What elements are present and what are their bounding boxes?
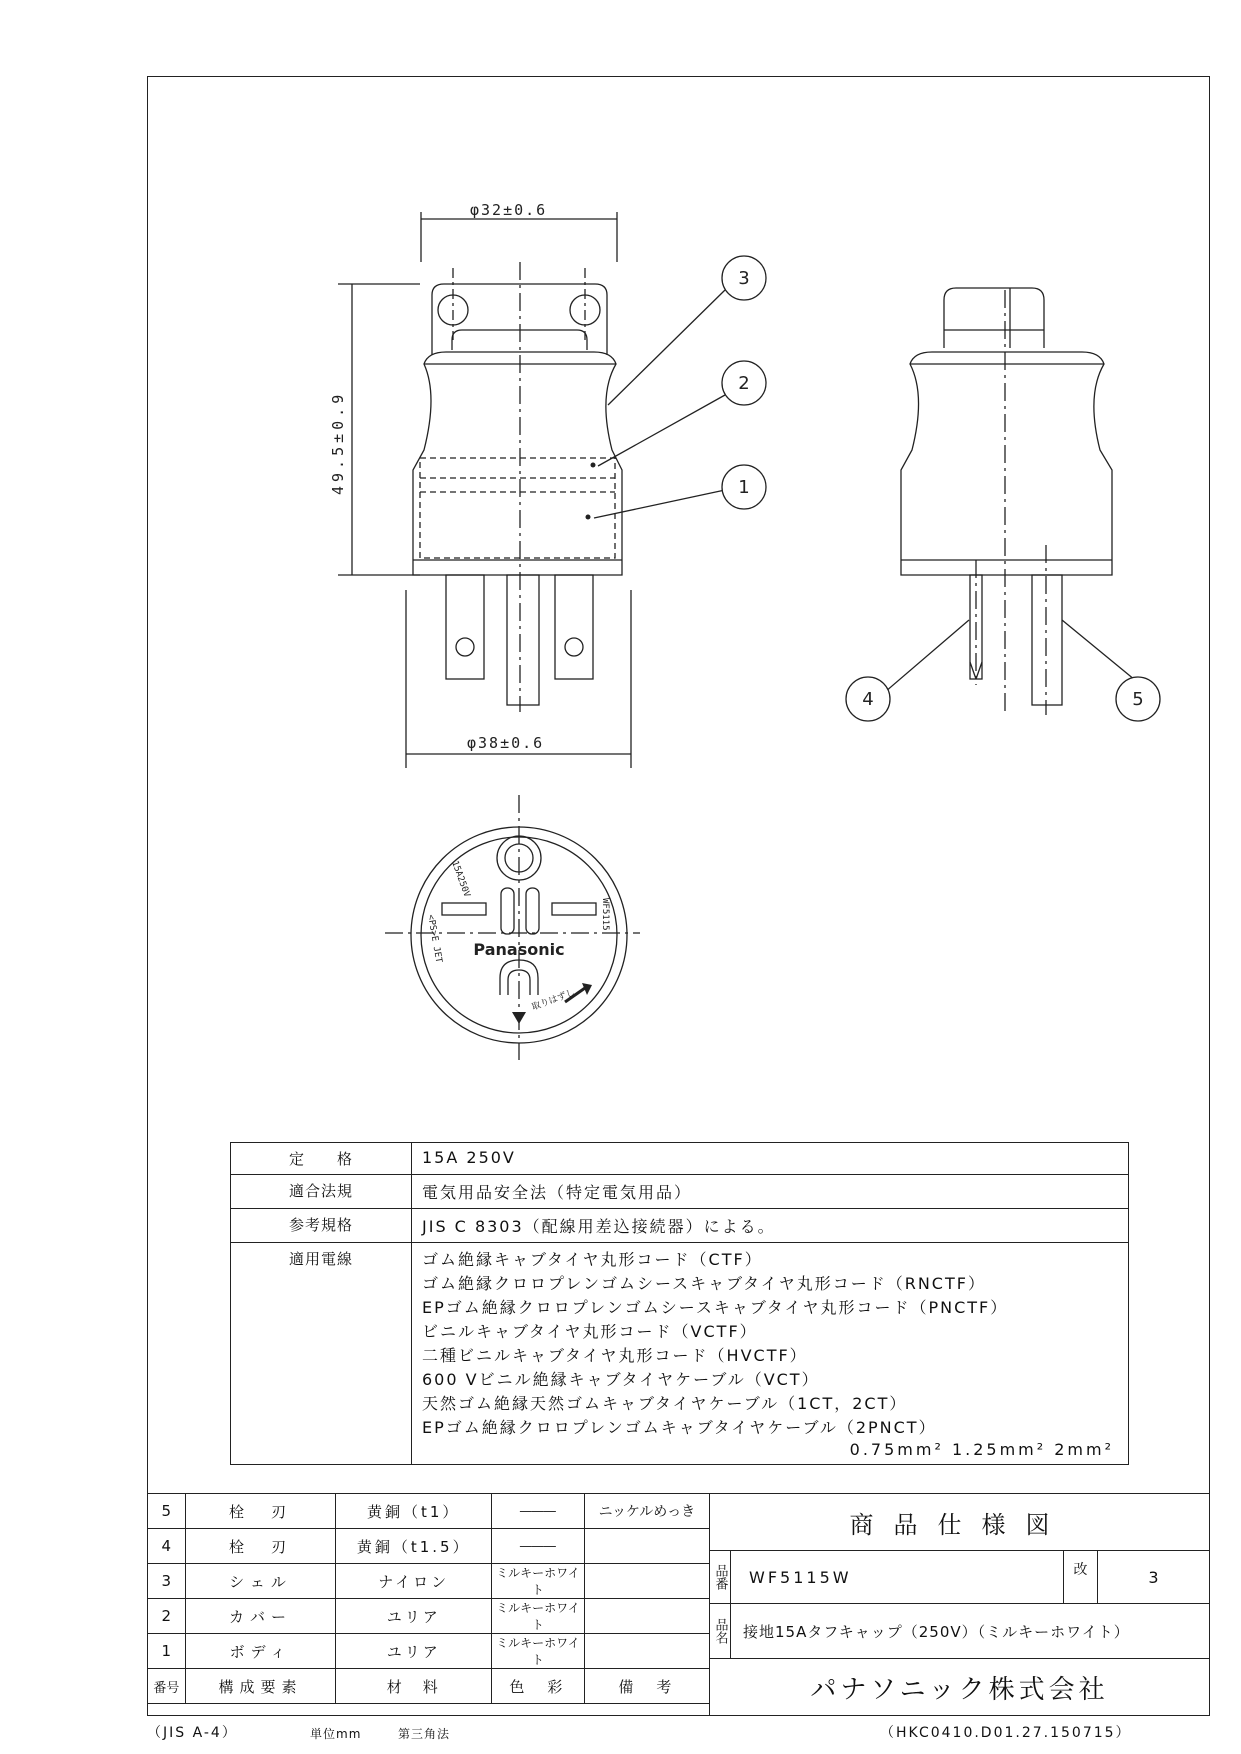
callout-3: 3 (738, 268, 750, 289)
part-material: ユリア (336, 1599, 492, 1634)
height-label: 49.5±0.9 (329, 390, 347, 495)
document-code: （HKC0410.D01.27.150715） (880, 1725, 1132, 1741)
part-remarks (584, 1564, 709, 1599)
part-material: 黄銅（t1.5） (336, 1529, 492, 1564)
part-remarks (584, 1529, 709, 1564)
part-no: 3 (148, 1564, 186, 1599)
wire-item: ビニルキャブタイヤ丸形コード（VCTF） (422, 1322, 758, 1341)
part-color: ――― (492, 1529, 585, 1564)
spec-label: 定 格 (231, 1143, 412, 1175)
part-color: ――― (492, 1494, 585, 1529)
header-material: 材 料 (336, 1669, 492, 1704)
spec-value: 15A 250V (412, 1143, 1129, 1175)
wire-item: ゴム絶縁キャブタイヤ丸形コード（CTF） (422, 1250, 763, 1269)
parts-row (148, 1564, 710, 1599)
part-color: ミルキーホワイト (492, 1564, 585, 1599)
drawing-title: 商品仕様図 (709, 1493, 1210, 1551)
callout-1: 1 (738, 477, 750, 498)
wires-list (412, 1243, 1129, 1465)
product-name: 接地15Aタフキャップ（250V）（ミルキーホワイト） (730, 1603, 1210, 1659)
spec-label: 適合法規 (231, 1175, 412, 1209)
header-remarks: 備 考 (584, 1669, 709, 1704)
wire-item: 600 Vビニル絶縁キャブタイヤケーブル（VCT） (422, 1370, 820, 1389)
part-no: 5 (148, 1494, 186, 1529)
part-remarks (584, 1599, 709, 1634)
parts-row (148, 1494, 710, 1529)
part-name: カバー (185, 1599, 336, 1634)
wire-sizes: 0.75mm² 1.25mm² 2mm² (849, 1440, 1114, 1459)
part-material: ユリア (336, 1634, 492, 1669)
spec-value: 電気用品安全法（特定電気用品） (412, 1175, 1129, 1209)
part-no: 4 (148, 1529, 186, 1564)
part-color: ミルキーホワイト (492, 1634, 585, 1669)
parts-row (148, 1599, 710, 1634)
callout-5: 5 (1132, 689, 1144, 710)
part-name: 栓 刃 (185, 1494, 336, 1529)
part-no: 2 (148, 1599, 186, 1634)
rev-number: 3 (1097, 1550, 1210, 1604)
part-material: 黄銅（t1） (336, 1494, 492, 1529)
wire-item: ゴム絶縁クロロプレンゴムシースキャブタイヤ丸形コード（RNCTF） (422, 1274, 986, 1293)
part-color: ミルキーホワイト (492, 1599, 585, 1634)
parts-table (147, 1493, 710, 1704)
name-label: 品名 (709, 1603, 731, 1659)
wires-label: 適用電線 (231, 1243, 412, 1465)
part-number: WF5115W (730, 1550, 1064, 1604)
spec-row (231, 1175, 1129, 1209)
paper-size: （JIS A-4） (147, 1725, 238, 1741)
unit-note: 単位mm (310, 1727, 362, 1741)
spec-row (231, 1243, 1129, 1465)
header-no: 番号 (148, 1669, 186, 1704)
spec-row (231, 1209, 1129, 1243)
spec-value: JIS C 8303（配線用差込接続器）による。 (412, 1209, 1129, 1243)
parts-header-row (148, 1669, 710, 1704)
company-name: パナソニック株式会社 (709, 1658, 1210, 1716)
part-material: ナイロン (336, 1564, 492, 1599)
callout-4: 4 (862, 689, 874, 710)
title-block (709, 1493, 1210, 1716)
parts-row (148, 1529, 710, 1564)
part-remarks (584, 1634, 709, 1669)
bottom-diameter-label: φ38±0.6 (467, 734, 545, 752)
spec-row (231, 1143, 1129, 1175)
brand-logo: Panasonic (473, 940, 565, 959)
spec-label: 参考規格 (231, 1209, 412, 1243)
callout-2: 2 (738, 373, 750, 394)
wire-item: 二種ビニルキャブタイヤ丸形コード（HVCTF） (422, 1346, 808, 1365)
release-marking: 取りはずし (530, 988, 577, 1013)
header-color: 色 彩 (492, 1669, 585, 1704)
part-remarks: ニッケルめっき (584, 1494, 709, 1529)
part-name: ボディ (185, 1634, 336, 1669)
projection-note: 第三角法 (398, 1727, 451, 1741)
wire-item: EPゴム絶縁クロロプレンゴムシースキャブタイヤ丸形コード（PNCTF） (422, 1298, 1009, 1317)
rev-label: 改 (1063, 1550, 1098, 1604)
spec-table (230, 1142, 1129, 1465)
wire-item: 天然ゴム絶縁天然ゴムキャブタイヤケーブル（1CT，2CT） (422, 1394, 908, 1413)
part-name: 栓 刃 (185, 1529, 336, 1564)
rating-marking: 15A250V (449, 859, 472, 899)
part-name: シェル (185, 1564, 336, 1599)
cert-marking: <PS>E JET (425, 913, 444, 964)
parts-row (148, 1634, 710, 1669)
model-marking: WF5115 (600, 898, 610, 931)
part-no: 1 (148, 1634, 186, 1669)
header-name: 構成要素 (185, 1669, 336, 1704)
wire-item: EPゴム絶縁クロロプレンゴムキャブタイヤケーブル（2PNCT） (422, 1418, 937, 1437)
part-no-label: 品番 (709, 1550, 731, 1604)
top-diameter-label: φ32±0.6 (470, 201, 548, 219)
